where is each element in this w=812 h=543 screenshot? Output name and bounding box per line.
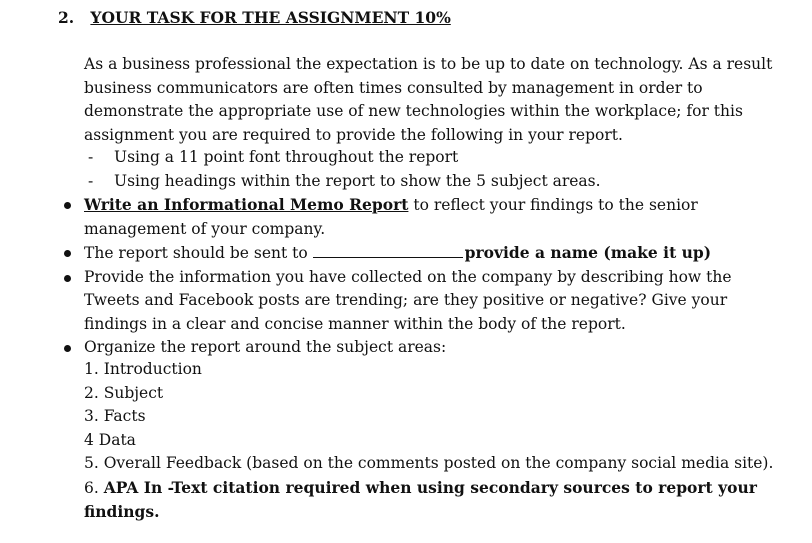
requirement-item: - Using a 11 point font throughout the report [88, 146, 601, 170]
subject-item-apa [84, 476, 784, 525]
subject-areas [84, 358, 784, 525]
requirement-font: Using a 11 point font throughout the report [114, 148, 459, 166]
requirement-item: - Using headings within the report to show the 5 subject areas. [88, 170, 601, 194]
assignment-heading [58, 6, 451, 30]
bullet-memo [58, 193, 758, 241]
subject-number: 6. [84, 478, 104, 497]
bullet-dot [58, 193, 84, 241]
bullet-dot [58, 336, 84, 360]
subject-item: 5. Overall Feedback (based on the comments posted on the company social media site). [84, 454, 774, 472]
apa-citation-text: APA In -Text citation required when using secondary sources to report your findings. [84, 477, 757, 521]
heading-title: YOUR TASK FOR THE ASSIGNMENT 10% [90, 8, 451, 27]
sent-to-prefix: The report should be sent to [84, 244, 313, 262]
bullet-dot [58, 241, 84, 266]
subject-item: 1. Introduction [84, 360, 202, 378]
organize-text: Organize the report around the subject areas: [84, 338, 447, 356]
bullet-organize [58, 336, 758, 360]
subject-item: 4 Data [84, 430, 136, 449]
intro-paragraph: As a business professional the expectation is to be up to date on technology. As a result business communicators are often times consulted by management in order to demonstrate the appropriate use of new technologies within the workplace; for this assignment you are required to provide the following in your report. [84, 55, 773, 144]
sent-to-suffix: provide a name (make it up) [464, 243, 712, 262]
requirements-list [88, 146, 601, 193]
bullet-collected [58, 266, 758, 337]
requirement-headings: Using headings within the report to show the 5 subject areas. [114, 171, 601, 190]
bullet-dot [58, 266, 84, 337]
subject-item: 3. Facts [84, 407, 146, 425]
name-blank [313, 243, 463, 258]
heading-number: 2. [58, 8, 75, 27]
subject-item: 2. Subject [84, 383, 164, 402]
bullet-sent-to [58, 241, 758, 266]
memo-report-text: to reflect your findings to the senior management of your company. [84, 196, 698, 238]
bullet-list [58, 193, 758, 360]
memo-report-link: Write an Informational Memo Report [84, 195, 409, 214]
collected-text: Provide the information you have collected on the company by describing how the Tweets and Facebook posts are trending; are they positive or negative? Give your findings in a clear and concise manner within the body of the report. [84, 267, 732, 333]
